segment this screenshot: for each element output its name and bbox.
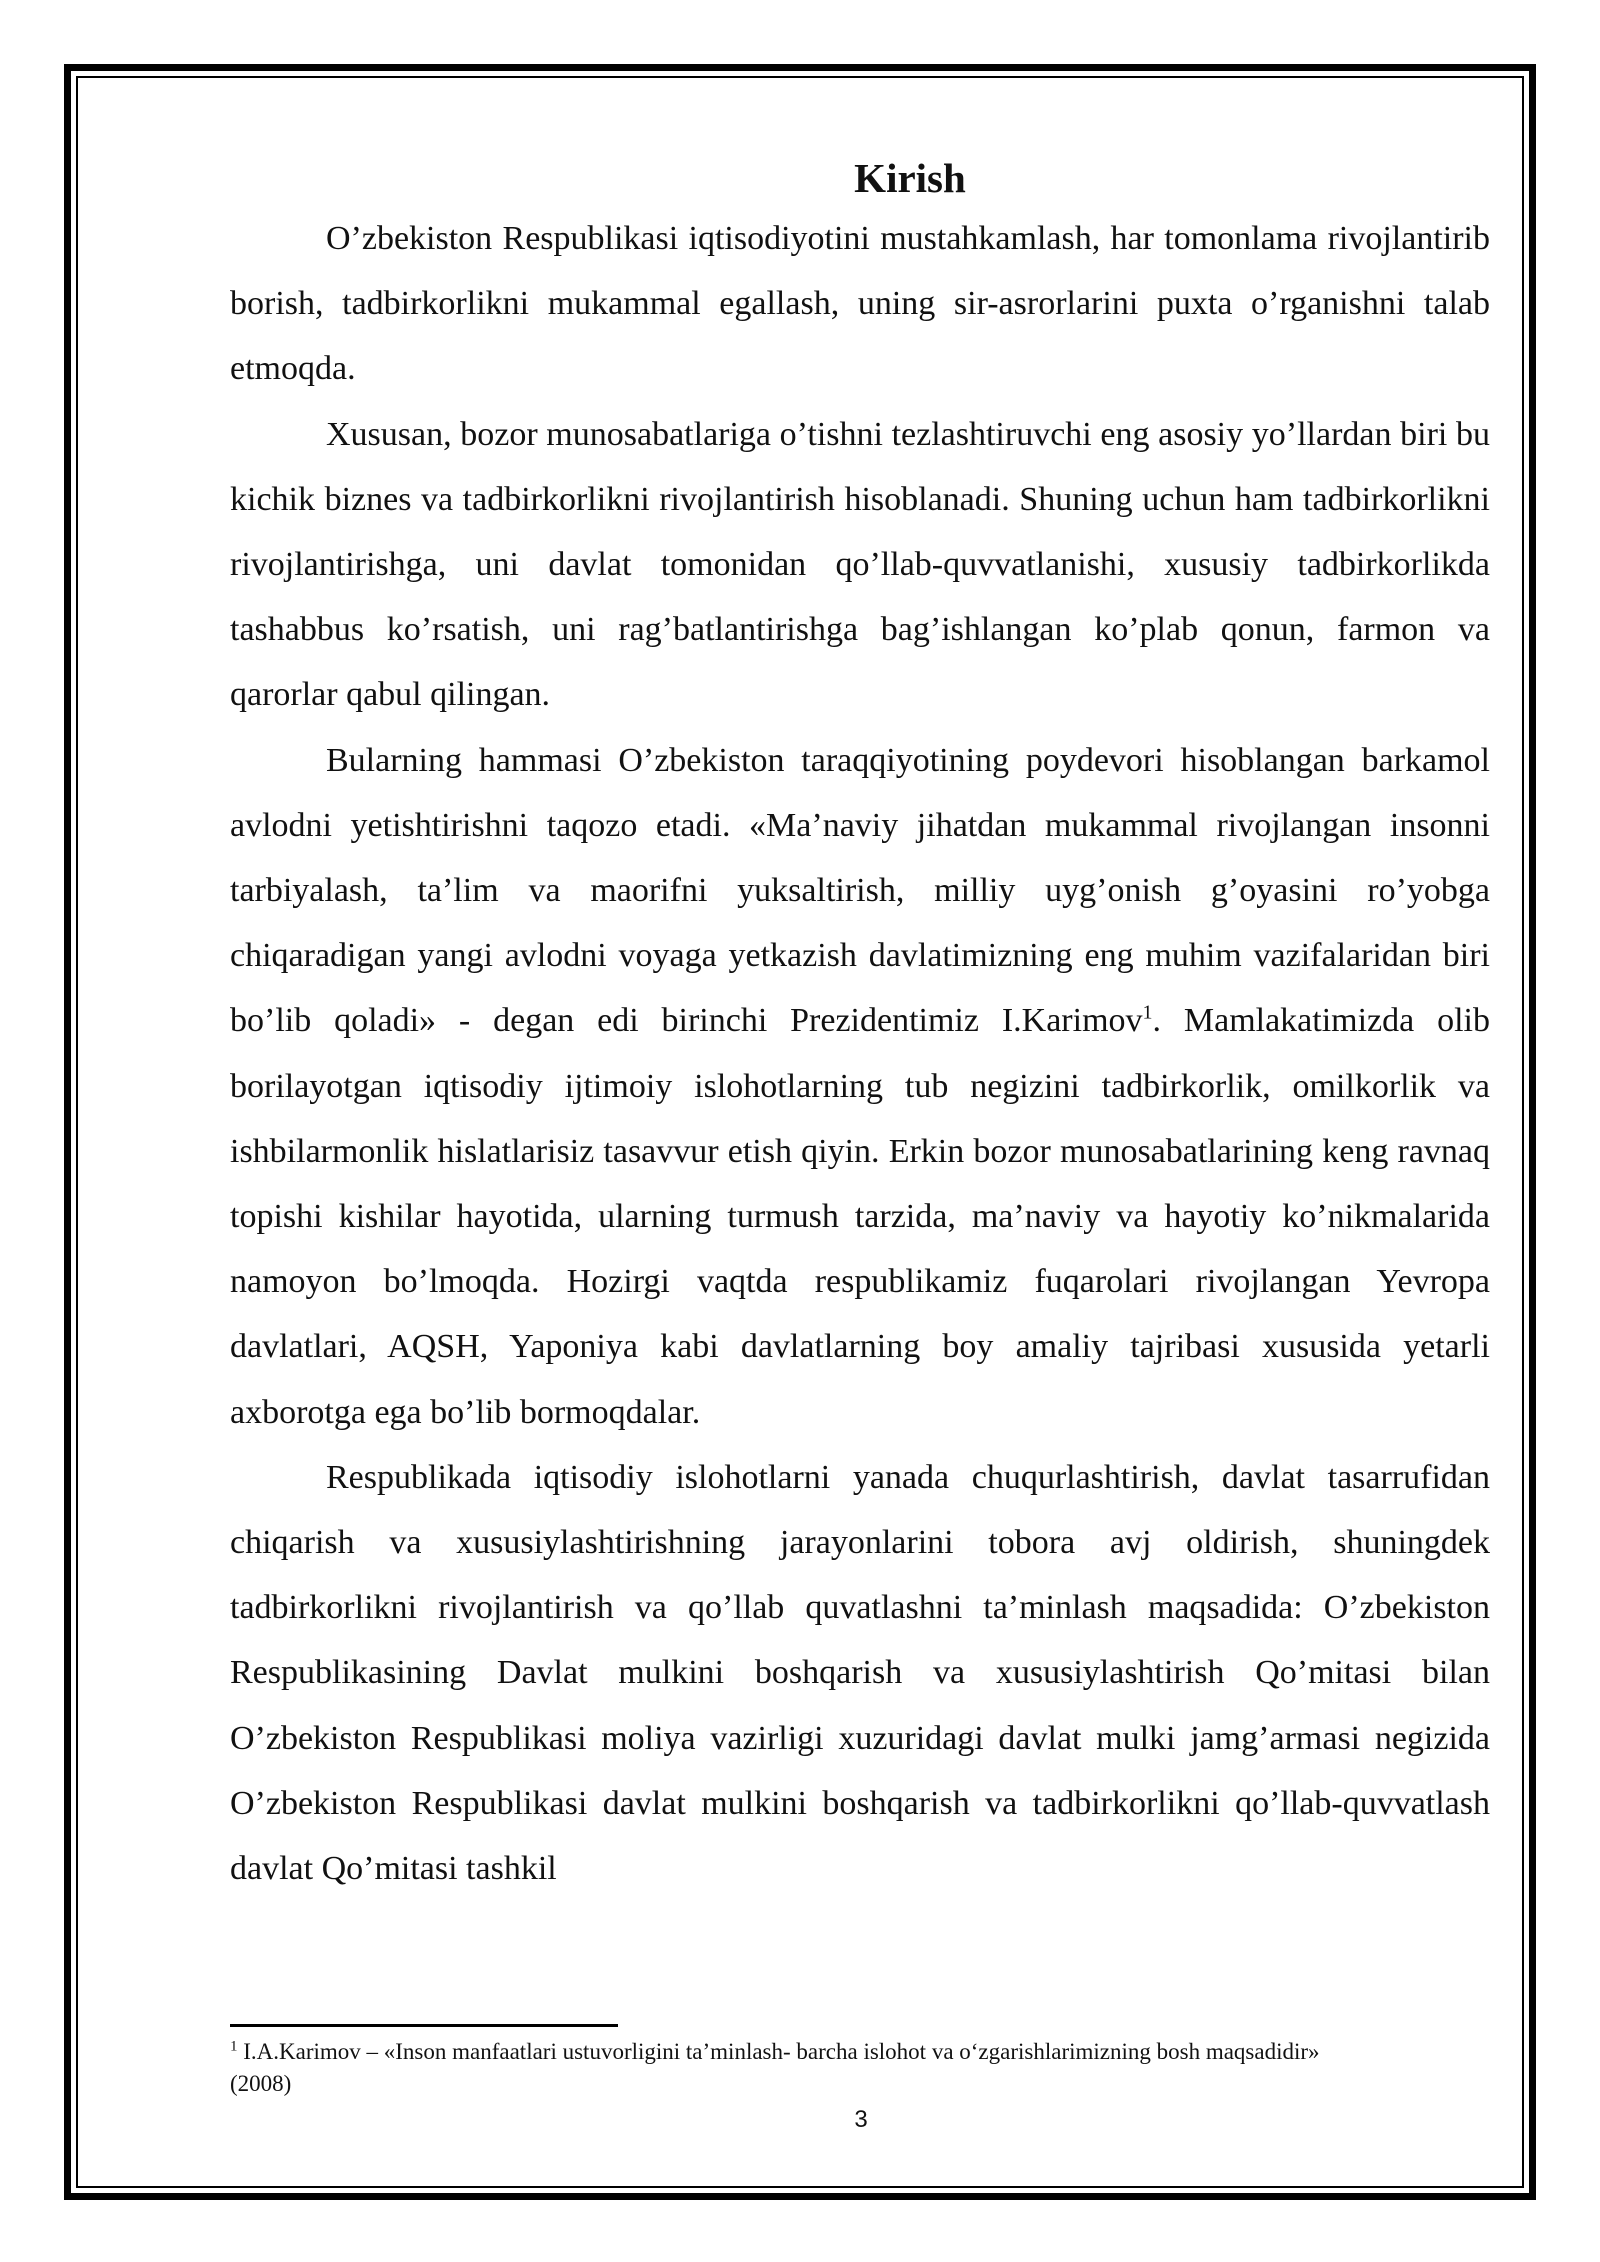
paragraph-3-text-b: . Mamlakatimizda olib borilayotgan iqtisodiy ijtimoiy islohotlarning tub negizini tadbirkorlik, omilkorlik va ishbilarmonlik hislatlarisiz tasavvur etish qiyin. Erkin bozor munosabatlarining keng ravnaq topishi kishilar hayotida, ularning turmush tarzida, ma’naviy va hayotiy ko’nikmalarida namoyon bo’lmoqda. Hozirgi vaqtda respublikamiz fuqarolari rivojlangan Yevropa davlatlari, AQSH, Yaponiya kabi davlatlarning boy amaliy tajribasi xususida yetarli axborotga ega bo’lib bormoqdalar.	[230, 1002, 1490, 1431]
paragraph-2: Xususan, bozor munosabatlariga o’tishni tezlashtiruvchi eng asosiy yo’llardan biri bu kichik biznes va tadbirkorlikni rivojlantirish hisoblanadi. Shuning uchun ham tadbirkorlikni rivojlantirishga, uni davlat tomonidan qo’llab-quvvatlanishi, xususiy tadbirkorlikda tashabbus ko’rsatish, uni rag’batlantirishga bag’ishlangan ko’plab qonun, farmon va qarorlar qabul qilingan.	[230, 415, 1490, 714]
page-number: 3	[854, 2106, 868, 2133]
paragraph-3-text-a: Bularning hammasi O’zbekiston taraqqiyotining poydevori hisoblangan barkamol avlodni yetishtirishni taqozo etadi. «Ma’naviy jihatdan mukammal rivojlangan insonni tarbiyalash, ta’lim va maorifni yuksaltirish, milliy uyg’onish g’oyasini ro’yobga chiqaradigan yangi avlodni voyaga yetkazish davlatimizning eng muhim vazifalaridan biri bo’lib qoladi» - degan edi birinchi Prezidentimiz I.Karimov	[230, 741, 1490, 1040]
page-title: Kirish	[854, 155, 966, 201]
paragraph-4: Respublikada iqtisodiy islohotlarni yanada chuqurlashtirish, davlat tasarrufidan chiqarish va xususiylashtirishning jarayonlarini tobora avj oldirish, shuningdek tadbirkorlikni rivojlantirish va qo’llab quvatlashni ta’minlash maqsadida: O’zbekiston Respublikasining Davlat mulkini boshqarish va xususiylashtirish Qo’mitasi bilan O’zbekiston Respublikasi moliya vazirligi xuzuridagi davlat mulki jamg’armasi negizida O’zbekiston Respublikasi davlat mulkini boshqarish va tadbirkorlikni qo’llab-quvvatlash davlat Qo’mitasi tashkil	[230, 1458, 1490, 1888]
document-body	[230, 150, 1490, 1901]
footnote-marker: 1	[230, 2038, 238, 2055]
footnote-reference[interactable]: 1	[1142, 1002, 1153, 1025]
footnote-text: I.A.Karimov – «Inson manfaatlari ustuvorligini ta’minlash- barcha islohot va o‘zgarishlarimizning bosh maqsadidir» (2008)	[230, 2039, 1320, 2096]
footnote-separator	[230, 2024, 618, 2027]
paragraph-3	[230, 728, 1490, 1445]
footnote	[230, 2036, 1370, 2100]
paragraph-1: O’zbekiston Respublikasi iqtisodiyotini mustahkamlash, har tomonlama rivojlantirib borish, tadbirkorlikni mukammal egallash, uning sir-asrorlarini puxta o’rganishni talab etmoqda.	[230, 220, 1490, 388]
